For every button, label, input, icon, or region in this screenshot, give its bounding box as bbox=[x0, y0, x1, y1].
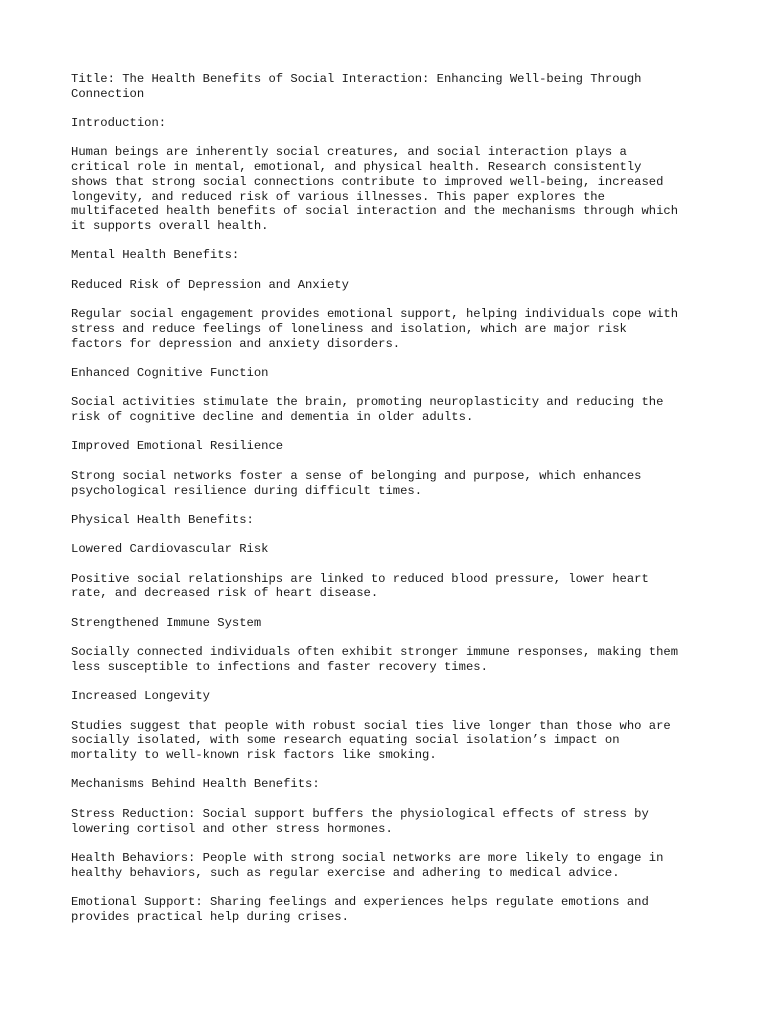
document-title: Title: The Health Benefits of Social Interaction: Enhancing Well-being Through Connection bbox=[71, 72, 642, 101]
section-heading-introduction: Introduction: bbox=[71, 116, 167, 131]
subheading-longevity: Increased Longevity bbox=[71, 689, 210, 704]
document-page bbox=[71, 72, 711, 939]
paragraph-emotional-support: Emotional Support: Sharing feelings and experiences helps regulate emotions and provides practical help during crises. bbox=[71, 895, 649, 924]
paragraph-longevity: Studies suggest that people with robust social ties live longer than those who are socially isolated, with some research equating social isolation’s impact on mortality to well-known risk factors like smoking. bbox=[71, 718, 671, 763]
paragraph-emotional-resilience: Strong social networks foster a sense of belonging and purpose, which enhances psychological resilience during difficult times. bbox=[71, 468, 642, 498]
paragraph-depression-anxiety: Regular social engagement provides emotional support, helping individuals cope with stress and reduce feelings of loneliness and isolation, which are major risk factors for depression and anxiety disorders. bbox=[71, 307, 679, 351]
introduction-paragraph: Human beings are inherently social creatures, and social interaction plays a critical role in mental, emotional, and physical health. Research consistently shows that strong social connections contribute to improved well-being, increased longevity, and reduced risk of various illnesses. This paper explores the multifaceted health benefits of social interaction and the mechanisms through which it supports overall health. bbox=[71, 145, 679, 233]
paragraph-health-behaviors: Health Behaviors: People with strong social networks are more likely to engage in healthy behaviors, such as regular exercise and adhering to medical advice. bbox=[71, 850, 664, 880]
subheading-depression-anxiety: Reduced Risk of Depression and Anxiety bbox=[71, 277, 349, 292]
section-heading-physical-health: Physical Health Benefits: bbox=[71, 512, 254, 527]
paragraph-stress-reduction: Stress Reduction: Social support buffers the physiological effects of stress by lowering cortisol and other stress hormones. bbox=[71, 806, 649, 836]
subheading-cognitive-function: Enhanced Cognitive Function bbox=[71, 365, 269, 380]
section-heading-mechanisms: Mechanisms Behind Health Benefits: bbox=[71, 777, 320, 792]
subheading-emotional-resilience: Improved Emotional Resilience bbox=[71, 439, 284, 454]
paragraph-cognitive-function: Social activities stimulate the brain, promoting neuroplasticity and reducing the risk of cognitive decline and dementia in older adults. bbox=[71, 395, 664, 425]
subheading-cardiovascular-risk: Lowered Cardiovascular Risk bbox=[71, 542, 269, 557]
section-heading-mental-health: Mental Health Benefits: bbox=[71, 248, 240, 263]
paragraph-immune-system: Socially connected individuals often exhibit stronger immune responses, making them less susceptible to infections and faster recovery times. bbox=[71, 645, 679, 674]
paragraph-cardiovascular-risk: Positive social relationships are linked to reduced blood pressure, lower heart rate, and decreased risk of heart disease. bbox=[71, 571, 649, 601]
subheading-immune-system: Strengthened Immune System bbox=[71, 615, 262, 630]
